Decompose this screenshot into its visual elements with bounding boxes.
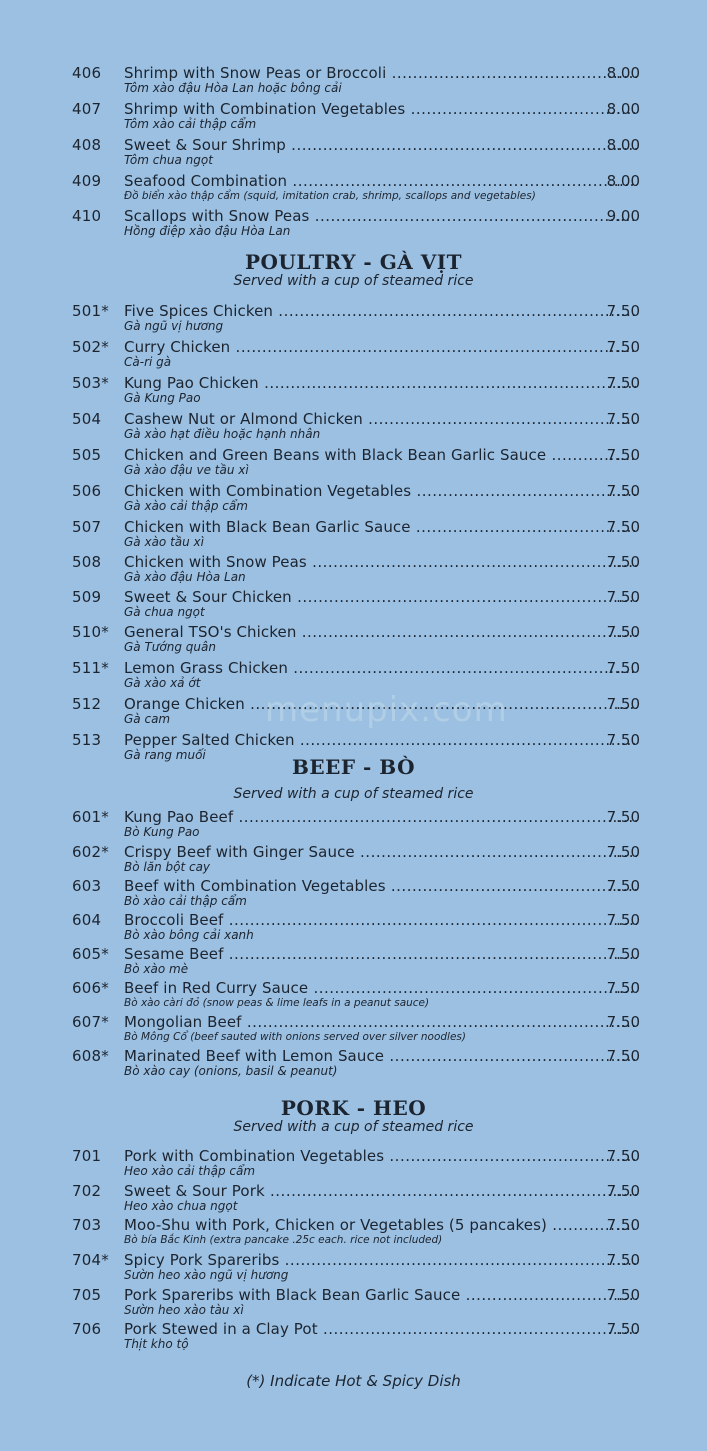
item-name: Seafood Combination .....: [124, 172, 637, 190]
item-price: 7.50: [606, 1182, 640, 1200]
menu-item-508: [0, 553, 707, 587]
item-number: 509: [72, 588, 102, 606]
item-vietnamese-name: Tôm xào đậu Hòa Lan hoặc bông cải: [124, 81, 342, 95]
item-price: 7.50: [606, 482, 640, 500]
item-number: 508: [72, 553, 102, 571]
section-heading: PORK - HEO: [280, 1096, 427, 1120]
item-price: 7.50: [606, 302, 640, 320]
item-name: Shrimp with Snow Peas or Broccoli .....: [124, 64, 637, 82]
item-vietnamese-name: Bò xào cải thập cẩm: [124, 894, 247, 908]
item-number: 507: [72, 518, 102, 536]
menu-item-607: [0, 1013, 707, 1047]
item-name: Crispy Beef with Ginger Sauce .....: [124, 843, 637, 861]
section-heading: BEEF - BÒ: [291, 755, 415, 779]
item-vietnamese-name: Gà rang muối: [124, 748, 206, 762]
item-price: 7.50: [606, 843, 640, 861]
item-price: 7.50: [606, 808, 640, 826]
item-name: Sweet & Sour Pork .....: [124, 1182, 637, 1200]
menu-item-506: [0, 482, 707, 516]
item-number: 502*: [72, 338, 109, 356]
item-number: 504: [72, 410, 102, 428]
item-price: 7.50: [606, 588, 640, 606]
item-name: Beef in Red Curry Sauce .....: [124, 979, 637, 997]
menu-item-606: [0, 979, 707, 1013]
item-vietnamese-name: Bò xào mè: [124, 962, 189, 976]
item-number: 501*: [72, 302, 109, 320]
item-name: Chicken with Snow Peas .....: [124, 553, 637, 571]
item-name: Kung Pao Chicken .....: [124, 374, 637, 392]
item-price: 8.00: [606, 100, 640, 118]
item-number: 604: [72, 911, 102, 929]
menu-item-705: [0, 1286, 707, 1320]
item-number: 409: [72, 172, 102, 190]
item-number: 605*: [72, 945, 109, 963]
item-price: 7.50: [606, 518, 640, 536]
item-vietnamese-name: Hồng điệp xào đậu Hòa Lan: [124, 224, 291, 238]
item-vietnamese-name: Bò Mông Cổ (beef sauted with onions served over silver noodles): [124, 1031, 466, 1043]
item-vietnamese-name: Tôm xào cải thập cẩm: [124, 117, 257, 131]
item-price: 7.50: [606, 1216, 640, 1234]
item-vietnamese-name: Cà-ri gà: [124, 355, 172, 369]
item-number: 701: [72, 1147, 102, 1165]
menu-item-702: [0, 1182, 707, 1216]
item-name: Sweet & Sour Chicken .....: [124, 588, 637, 606]
item-price: 7.50: [606, 1251, 640, 1269]
item-name: Orange Chicken .....: [124, 695, 637, 713]
item-number: 702: [72, 1182, 102, 1200]
item-vietnamese-name: Bò lăn bột cay: [124, 860, 211, 874]
item-price: 7.50: [606, 979, 640, 997]
item-name: Curry Chicken .....: [124, 338, 637, 356]
item-number: 706: [72, 1320, 102, 1338]
item-vietnamese-name: Bò xào bông cải xanh: [124, 928, 254, 942]
item-vietnamese-name: Tôm chua ngọt: [124, 153, 213, 167]
menu-item-510: [0, 623, 707, 657]
menu-item-406: [0, 64, 707, 98]
watermark: menupix.com: [265, 690, 508, 730]
item-number: 603: [72, 877, 102, 895]
menu-item-604: [0, 911, 707, 945]
item-vietnamese-name: Gà cam: [124, 712, 171, 726]
item-price: 7.50: [606, 1013, 640, 1031]
item-vietnamese-name: Bò xào cay (onions, basil & peanut): [124, 1064, 338, 1078]
item-number: 505: [72, 446, 102, 464]
menu-item-410: [0, 207, 707, 241]
item-price: 7.50: [606, 410, 640, 428]
item-price: 8.00: [606, 64, 640, 82]
item-number: 406: [72, 64, 102, 82]
item-price: 7.50: [606, 1047, 640, 1065]
menu-item-501: [0, 302, 707, 336]
item-price: 7.50: [606, 446, 640, 464]
item-name: Pork with Combination Vegetables .....: [124, 1147, 637, 1165]
item-vietnamese-name: Bò xào càri đỏ (snow peas & lime leafs in a peanut sauce): [124, 997, 430, 1009]
menu-item-505: [0, 446, 707, 480]
menu-item-503: [0, 374, 707, 408]
section-subheading: Served with a cup of steamed rice: [233, 273, 474, 289]
menu-item-408: [0, 136, 707, 170]
item-vietnamese-name: Gà Tướng quân: [124, 640, 216, 654]
item-name: Sesame Beef .....: [124, 945, 637, 963]
section-subheading: Served with a cup of steamed rice: [233, 1119, 474, 1135]
menu-item-601: [0, 808, 707, 842]
item-price: 8.00: [606, 136, 640, 154]
menu-item-703: [0, 1216, 707, 1250]
item-name: Mongolian Beef .....: [124, 1013, 637, 1031]
menu-item-706: [0, 1320, 707, 1354]
item-number: 512: [72, 695, 102, 713]
item-price: 8.00: [606, 172, 640, 190]
item-price: 7.50: [606, 659, 640, 677]
item-price: 7.50: [606, 374, 640, 392]
item-number: 410: [72, 207, 102, 225]
item-number: 704*: [72, 1251, 109, 1269]
item-number: 408: [72, 136, 102, 154]
menu-item-602: [0, 843, 707, 877]
item-name: Scallops with Snow Peas .....: [124, 207, 637, 225]
item-price: 7.50: [606, 877, 640, 895]
item-number: 602*: [72, 843, 109, 861]
item-number: 606*: [72, 979, 109, 997]
item-vietnamese-name: Gà xào tầu xì: [124, 535, 204, 549]
item-number: 511*: [72, 659, 109, 677]
item-vietnamese-name: Bò bía Bắc Kinh (extra pancake .25c each. rice not included): [124, 1234, 443, 1246]
menu-item-502: [0, 338, 707, 372]
item-vietnamese-name: Gà xào đậu Hòa Lan: [124, 570, 246, 584]
item-price: 7.50: [606, 1147, 640, 1165]
item-name: Sweet & Sour Shrimp .....: [124, 136, 637, 154]
item-vietnamese-name: Thịt kho tộ: [124, 1337, 189, 1351]
section-heading: POULTRY - GÀ VỊT: [244, 250, 463, 274]
item-vietnamese-name: Gà xào cải thập cẩm: [124, 499, 248, 513]
menu-item-605: [0, 945, 707, 979]
item-name: Five Spices Chicken .....: [124, 302, 637, 320]
item-name: Pepper Salted Chicken .....: [124, 731, 637, 749]
item-number: 705: [72, 1286, 102, 1304]
item-name: Lemon Grass Chicken .....: [124, 659, 637, 677]
item-price: 7.50: [606, 911, 640, 929]
menu-item-504: [0, 410, 707, 444]
item-name: Broccoli Beef .....: [124, 911, 637, 929]
item-price: 7.50: [606, 1286, 640, 1304]
item-price: 7.50: [606, 945, 640, 963]
item-name: Chicken with Combination Vegetables .....: [124, 482, 637, 500]
item-number: 407: [72, 100, 102, 118]
item-vietnamese-name: Heo xào chua ngọt: [124, 1199, 238, 1213]
menu-item-407: [0, 100, 707, 134]
item-vietnamese-name: Sườn heo xào tàu xì: [124, 1303, 244, 1317]
item-price: 7.50: [606, 1320, 640, 1338]
item-number: 503*: [72, 374, 109, 392]
item-name: Moo-Shu with Pork, Chicken or Vegetables (5 pancakes) .....: [124, 1216, 637, 1234]
item-number: 608*: [72, 1047, 109, 1065]
item-vietnamese-name: Đồ biển xào thập cẩm (squid, imitation crab, shrimp, scallops and vegetables): [124, 190, 536, 202]
item-vietnamese-name: Heo xào cải thập cẩm: [124, 1164, 256, 1178]
menu-item-409: [0, 172, 707, 206]
item-name: Kung Pao Beef .....: [124, 808, 637, 826]
item-number: 513: [72, 731, 102, 749]
item-vietnamese-name: Gà ngũ vị hương: [124, 319, 224, 333]
item-name: General TSO's Chicken .....: [124, 623, 637, 641]
item-name: Cashew Nut or Almond Chicken .....: [124, 410, 637, 428]
item-number: 506: [72, 482, 102, 500]
item-price: 7.50: [606, 553, 640, 571]
item-vietnamese-name: Gà xào đậu ve tầu xì: [124, 463, 249, 477]
section-subheading: Served with a cup of steamed rice: [233, 786, 474, 802]
item-name: Chicken with Black Bean Garlic Sauce .....: [124, 518, 637, 536]
item-number: 703: [72, 1216, 102, 1234]
item-price: 7.50: [606, 338, 640, 356]
item-name: Pork Spareribs with Black Bean Garlic Sauce .....: [124, 1286, 637, 1304]
item-price: 9.00: [606, 207, 640, 225]
item-name: Marinated Beef with Lemon Sauce .....: [124, 1047, 637, 1065]
menu-item-608: [0, 1047, 707, 1081]
item-number: 607*: [72, 1013, 109, 1031]
item-vietnamese-name: Gà xào xả ớt: [124, 676, 201, 690]
item-price: 7.50: [606, 623, 640, 641]
menu-item-603: [0, 877, 707, 911]
menu-item-704: [0, 1251, 707, 1285]
item-vietnamese-name: Bò Kung Pao: [124, 825, 200, 839]
item-name: Chicken and Green Beans with Black Bean Garlic Sauce .....: [124, 446, 637, 464]
menu-item-509: [0, 588, 707, 622]
item-price: 7.50: [606, 695, 640, 713]
menu-item-507: [0, 518, 707, 552]
menu-item-701: [0, 1147, 707, 1181]
item-vietnamese-name: Gà chua ngọt: [124, 605, 205, 619]
item-name: Pork Stewed in a Clay Pot .....: [124, 1320, 637, 1338]
item-vietnamese-name: Gà Kung Pao: [124, 391, 201, 405]
item-name: Beef with Combination Vegetables .....: [124, 877, 637, 895]
item-number: 510*: [72, 623, 109, 641]
item-number: 601*: [72, 808, 109, 826]
item-name: Spicy Pork Spareribs .....: [124, 1251, 637, 1269]
spicy-legend-note: (*) Indicate Hot & Spicy Dish: [246, 1372, 461, 1390]
item-vietnamese-name: Sườn heo xào ngũ vị hương: [124, 1268, 289, 1282]
item-name: Shrimp with Combination Vegetables .....: [124, 100, 637, 118]
item-vietnamese-name: Gà xào hạt điều hoặc hạnh nhân: [124, 427, 321, 441]
item-price: 7.50: [606, 731, 640, 749]
menu-item-511: [0, 659, 707, 693]
